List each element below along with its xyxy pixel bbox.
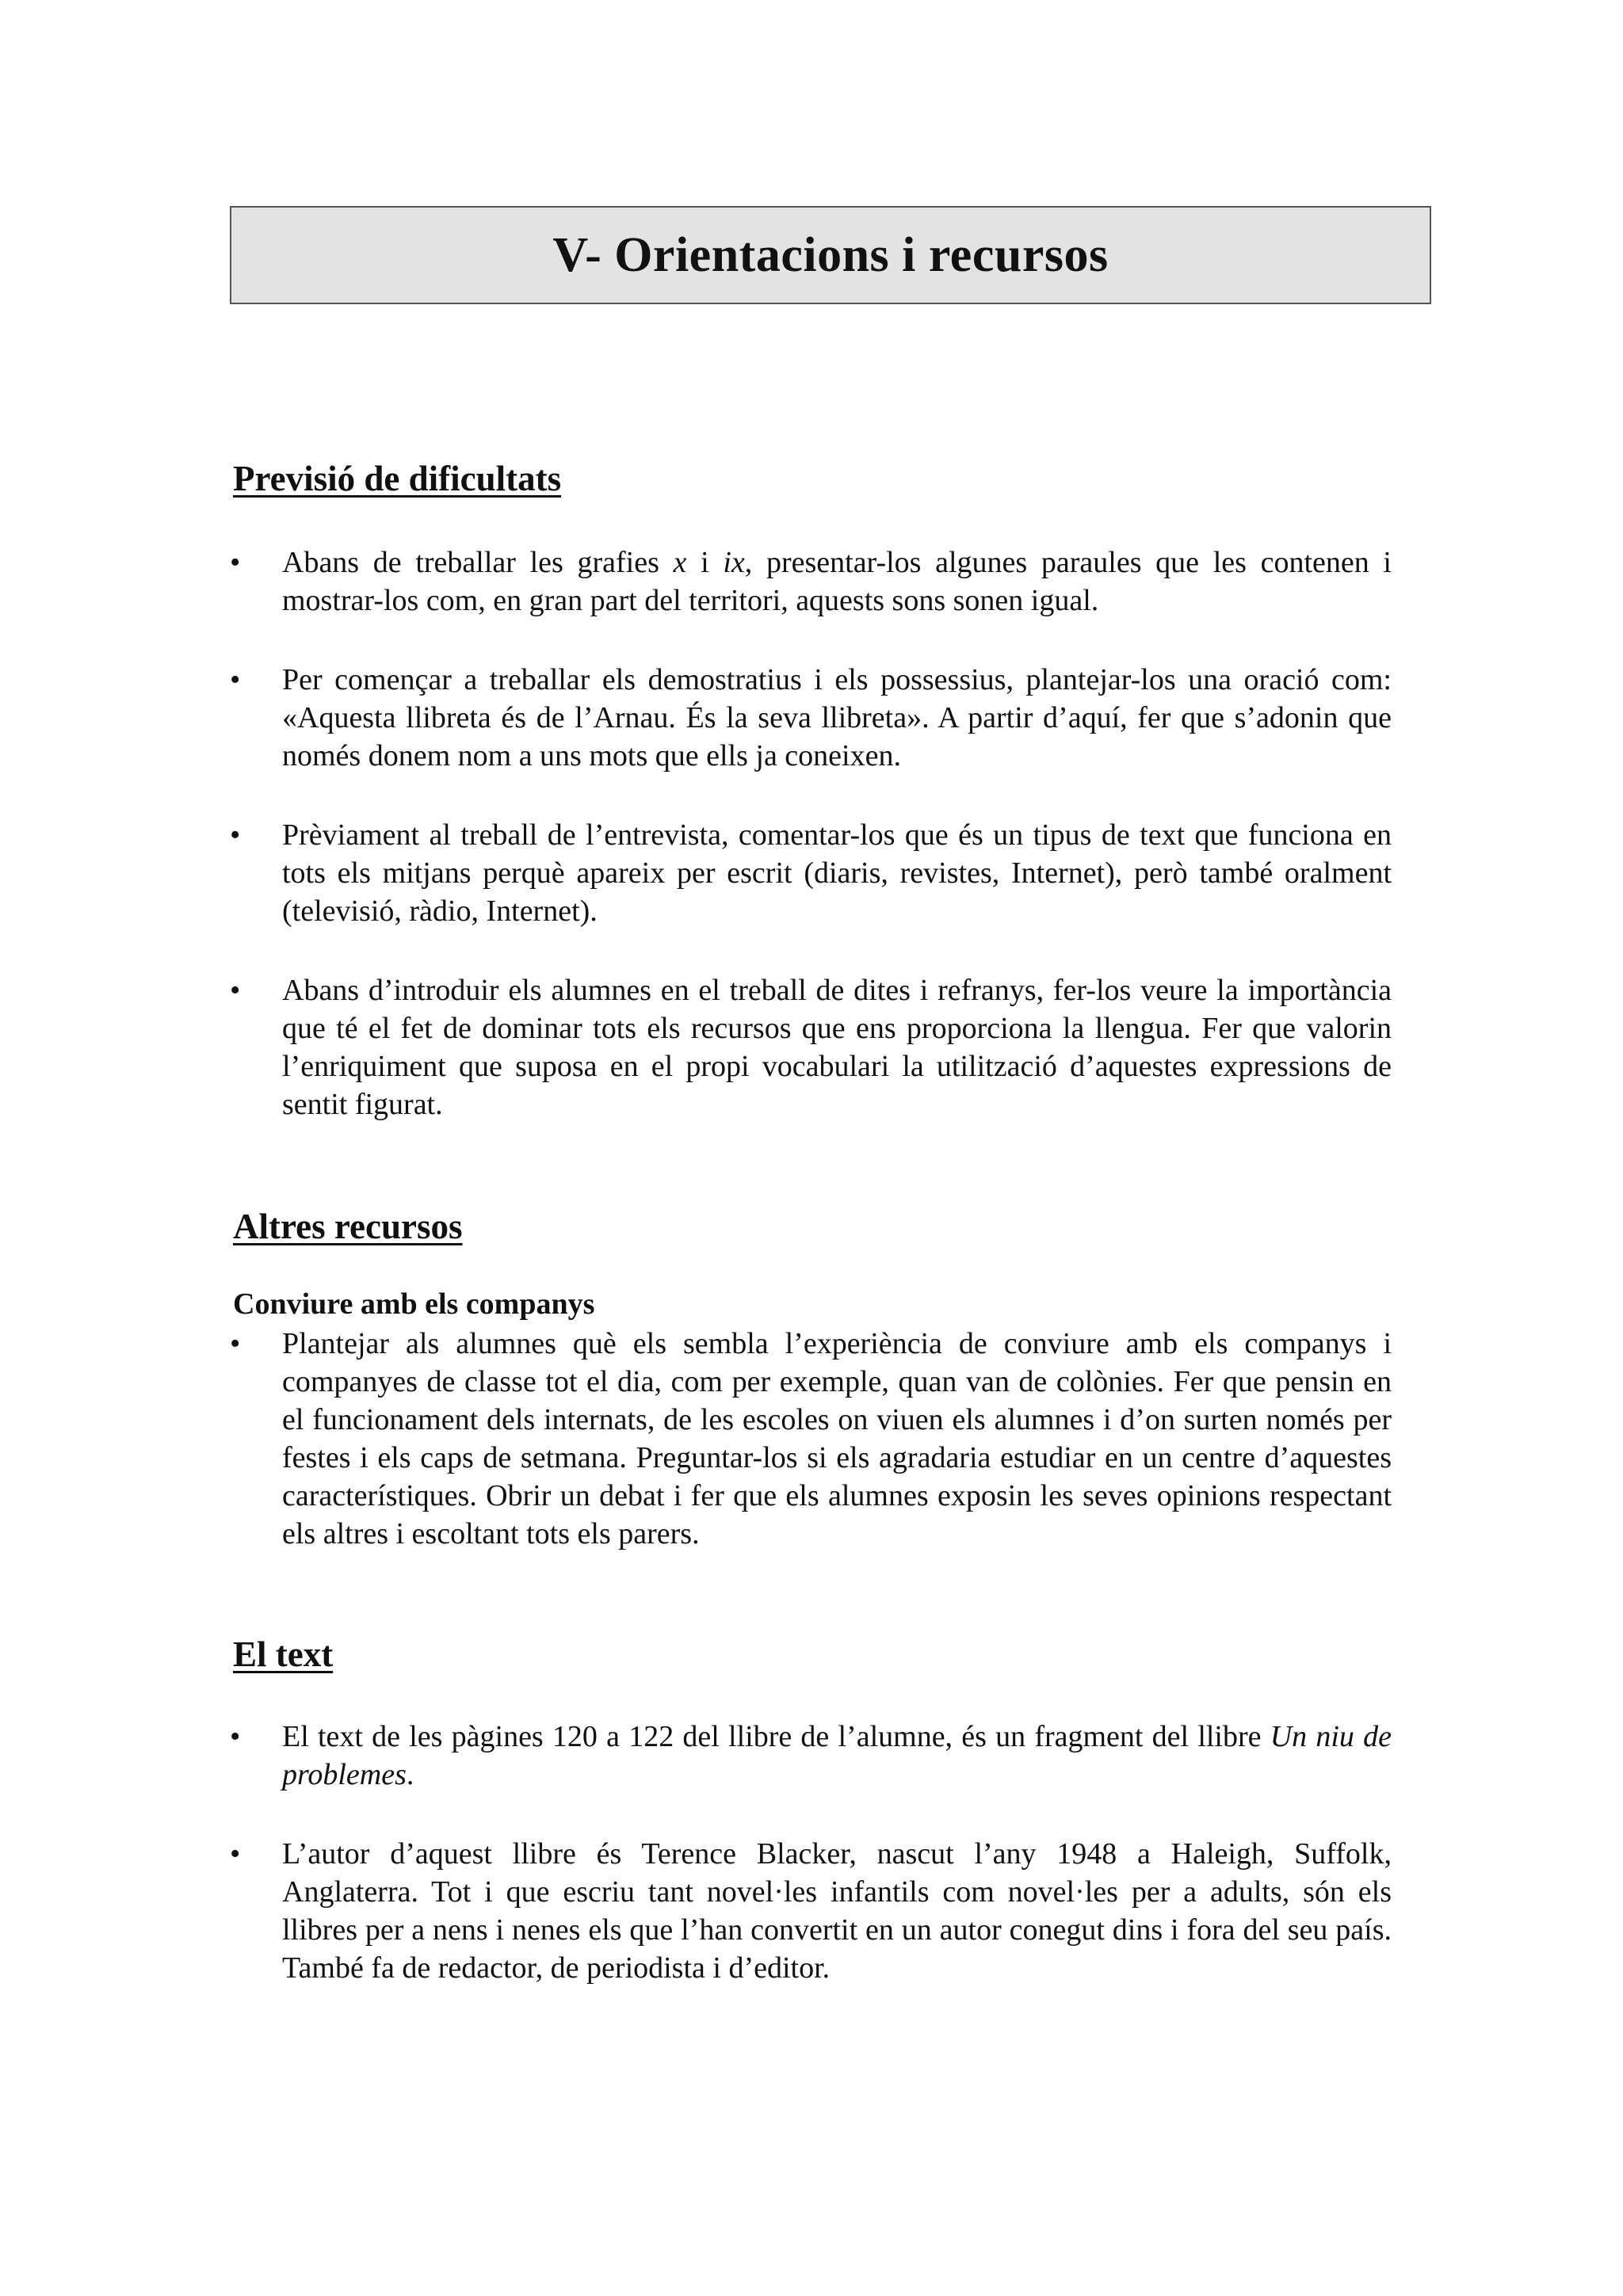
list-item [0,1325,1623,1553]
bullet-icon: • [230,974,241,1007]
subheading-conviure: Conviure amb els companys [233,1287,595,1321]
section-heading-previsio: Previsió de dificultats [233,459,562,498]
list-item [0,1835,1623,1987]
bullet-text: El text de les pàgines 120 a 122 del llibre de l’alumne, és un fragment del llibre Un niu de problemes. [282,1720,1392,1791]
bullet-icon: • [230,1837,241,1871]
bullet-text: Abans de treballar les grafies x i ix, presentar-los algunes paraules que les contenen i mostrar-los com, en gran part del territori, aquests sons sonen igual. [282,546,1392,617]
altres-bullet-list [0,1325,1623,1553]
title-box [230,206,1431,304]
section-heading-el-text: El text [233,1634,334,1674]
list-item [0,971,1623,1123]
bullet-text: Plantejar als alumnes què els sembla l’experiència de conviure amb els companys i companyes de classe tot el dia, com per exemple, quan van de colònies. Fer que pensin en el funcionament dels internats, de les escoles on viuen els alumnes i d’on surten només per festes i els caps de setmana. Preguntar-los si els agradaria estudiar en un centre d’aquestes característiques. Obrir un debat i fer que els alumnes exposin les seves opinions respectant els altres i escoltant tots els parers. [282,1327,1392,1550]
bullet-text: Per començar a treballar els demostratius i els possessius, plantejar-los una oració com: «Aquesta llibreta és de l’Arnau. És la seva llibreta». A partir d’aquí, fer que s’adonin que només donem nom a uns mots que ells ja coneixen. [282,663,1392,772]
section-heading-altres: Altres recursos [233,1207,463,1246]
bullet-text: L’autor d’aquest llibre és Terence Blacker, nascut l’any 1948 a Haleigh, Suffolk, Anglaterra. Tot i que escriu tant novel·les infantils com novel·les per a adults, són els llibres per a nens i nenes els que l’han convertit en un autor conegut dins i fora del seu país. També fa de redactor, de periodista i d’editor. [282,1837,1392,1985]
bullet-text: Abans d’introduir els alumnes en el treball de dites i refranys, fer-los veure la importància que té el fet de dominar tots els recursos que ens proporciona la llengua. Fer que valorin l’enriquiment que suposa en el propi vocabulari la utilització d’aquestes expressions de sentit figurat. [282,974,1392,1121]
list-item [0,661,1623,775]
bullet-icon: • [230,663,241,696]
bullet-icon: • [230,1327,241,1360]
bullet-icon: • [230,818,241,852]
bullet-icon: • [230,546,241,579]
list-item [0,543,1623,620]
bullet-text: Prèviament al treball de l’entrevista, comentar-los que és un tipus de text que funciona en tots els mitjans perquè apareix per escrit (diaris, revistes, Internet), però també oralment (televisió, ràdio, Internet). [282,818,1392,928]
previsio-bullet-list [0,543,1623,1123]
list-item [0,816,1623,930]
el-text-bullet-list [0,1718,1623,1987]
page-title: V- Orientacions i recursos [552,227,1109,282]
list-item [0,1718,1623,1794]
bullet-icon: • [230,1720,241,1753]
